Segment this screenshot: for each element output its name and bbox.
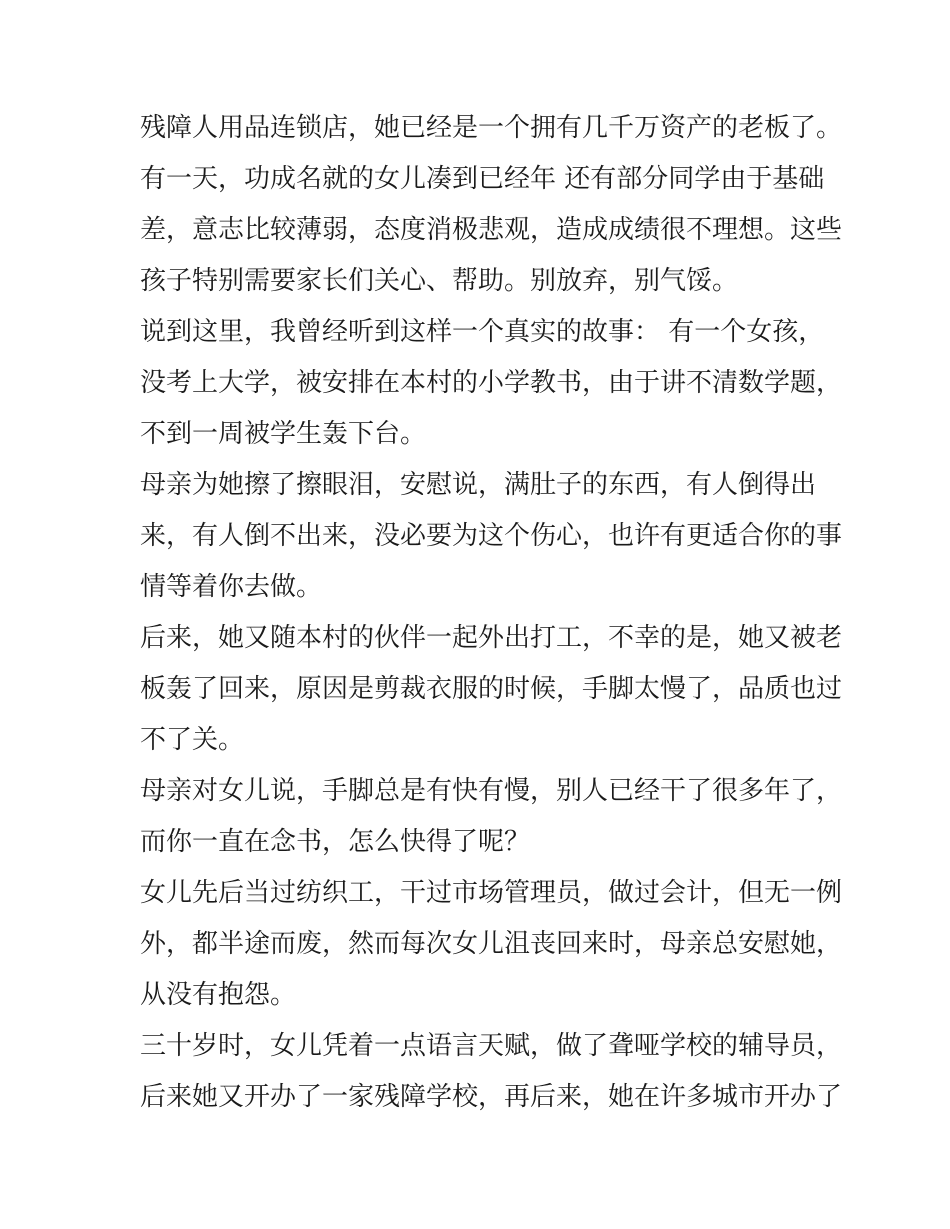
text-line: 母亲为她擦了擦眼泪，安慰说，满肚子的东西，有人倒得出: [140, 470, 817, 500]
text-body: [140, 103, 843, 1123]
text-line: 孩子特别需要家长们关心、帮助。别放弃，别气馁。: [140, 266, 739, 296]
text-line: 后来她又开办了一家残障学校，再后来，她在许多城市开办了: [140, 1082, 843, 1112]
text-line: 差，意志比较薄弱，态度消极悲观，造成成绩很不理想。这些: [140, 215, 843, 245]
text-line: 情等着你去做。: [140, 572, 323, 602]
text-line: 板轰了回来，原因是剪裁衣服的时候，手脚太慢了，品质也过: [140, 674, 843, 704]
text-line: 三十岁时，女儿凭着一点语言天赋，做了聋哑学校的辅导员，: [140, 1031, 843, 1061]
text-line: 有一天，功成名就的女儿凑到已经年 还有部分同学由于基础: [140, 164, 825, 194]
text-line: 没考上大学，被安排在本村的小学教书，由于讲不清数学题，: [140, 368, 843, 398]
text-line: 而你一直在念书，怎么快得了呢？: [140, 827, 531, 857]
text-line: 不了关。: [140, 725, 245, 755]
text-line: 不到一周被学生轰下台。: [140, 419, 427, 449]
text-line: 后来，她又随本村的伙伴一起外出打工，不幸的是，她又被老: [140, 623, 843, 653]
text-line: 从没有抱怨。: [140, 980, 297, 1010]
text-line: 母亲对女儿说，手脚总是有快有慢，别人已经干了很多年了，: [140, 776, 843, 806]
text-line: 外，都半途而废，然而每次女儿沮丧回来时，母亲总安慰她，: [140, 929, 843, 959]
text-line: 来，有人倒不出来，没必要为这个伤心，也许有更适合你的事: [140, 521, 843, 551]
text-line: 说到这里，我曾经听到这样一个真实的故事： 有一个女孩，: [140, 317, 825, 347]
text-line: 女儿先后当过纺织工，干过市场管理员，做过会计，但无一例: [140, 878, 843, 908]
text-line: 残障人用品连锁店，她已经是一个拥有几千万资产的老板了。: [140, 113, 843, 143]
